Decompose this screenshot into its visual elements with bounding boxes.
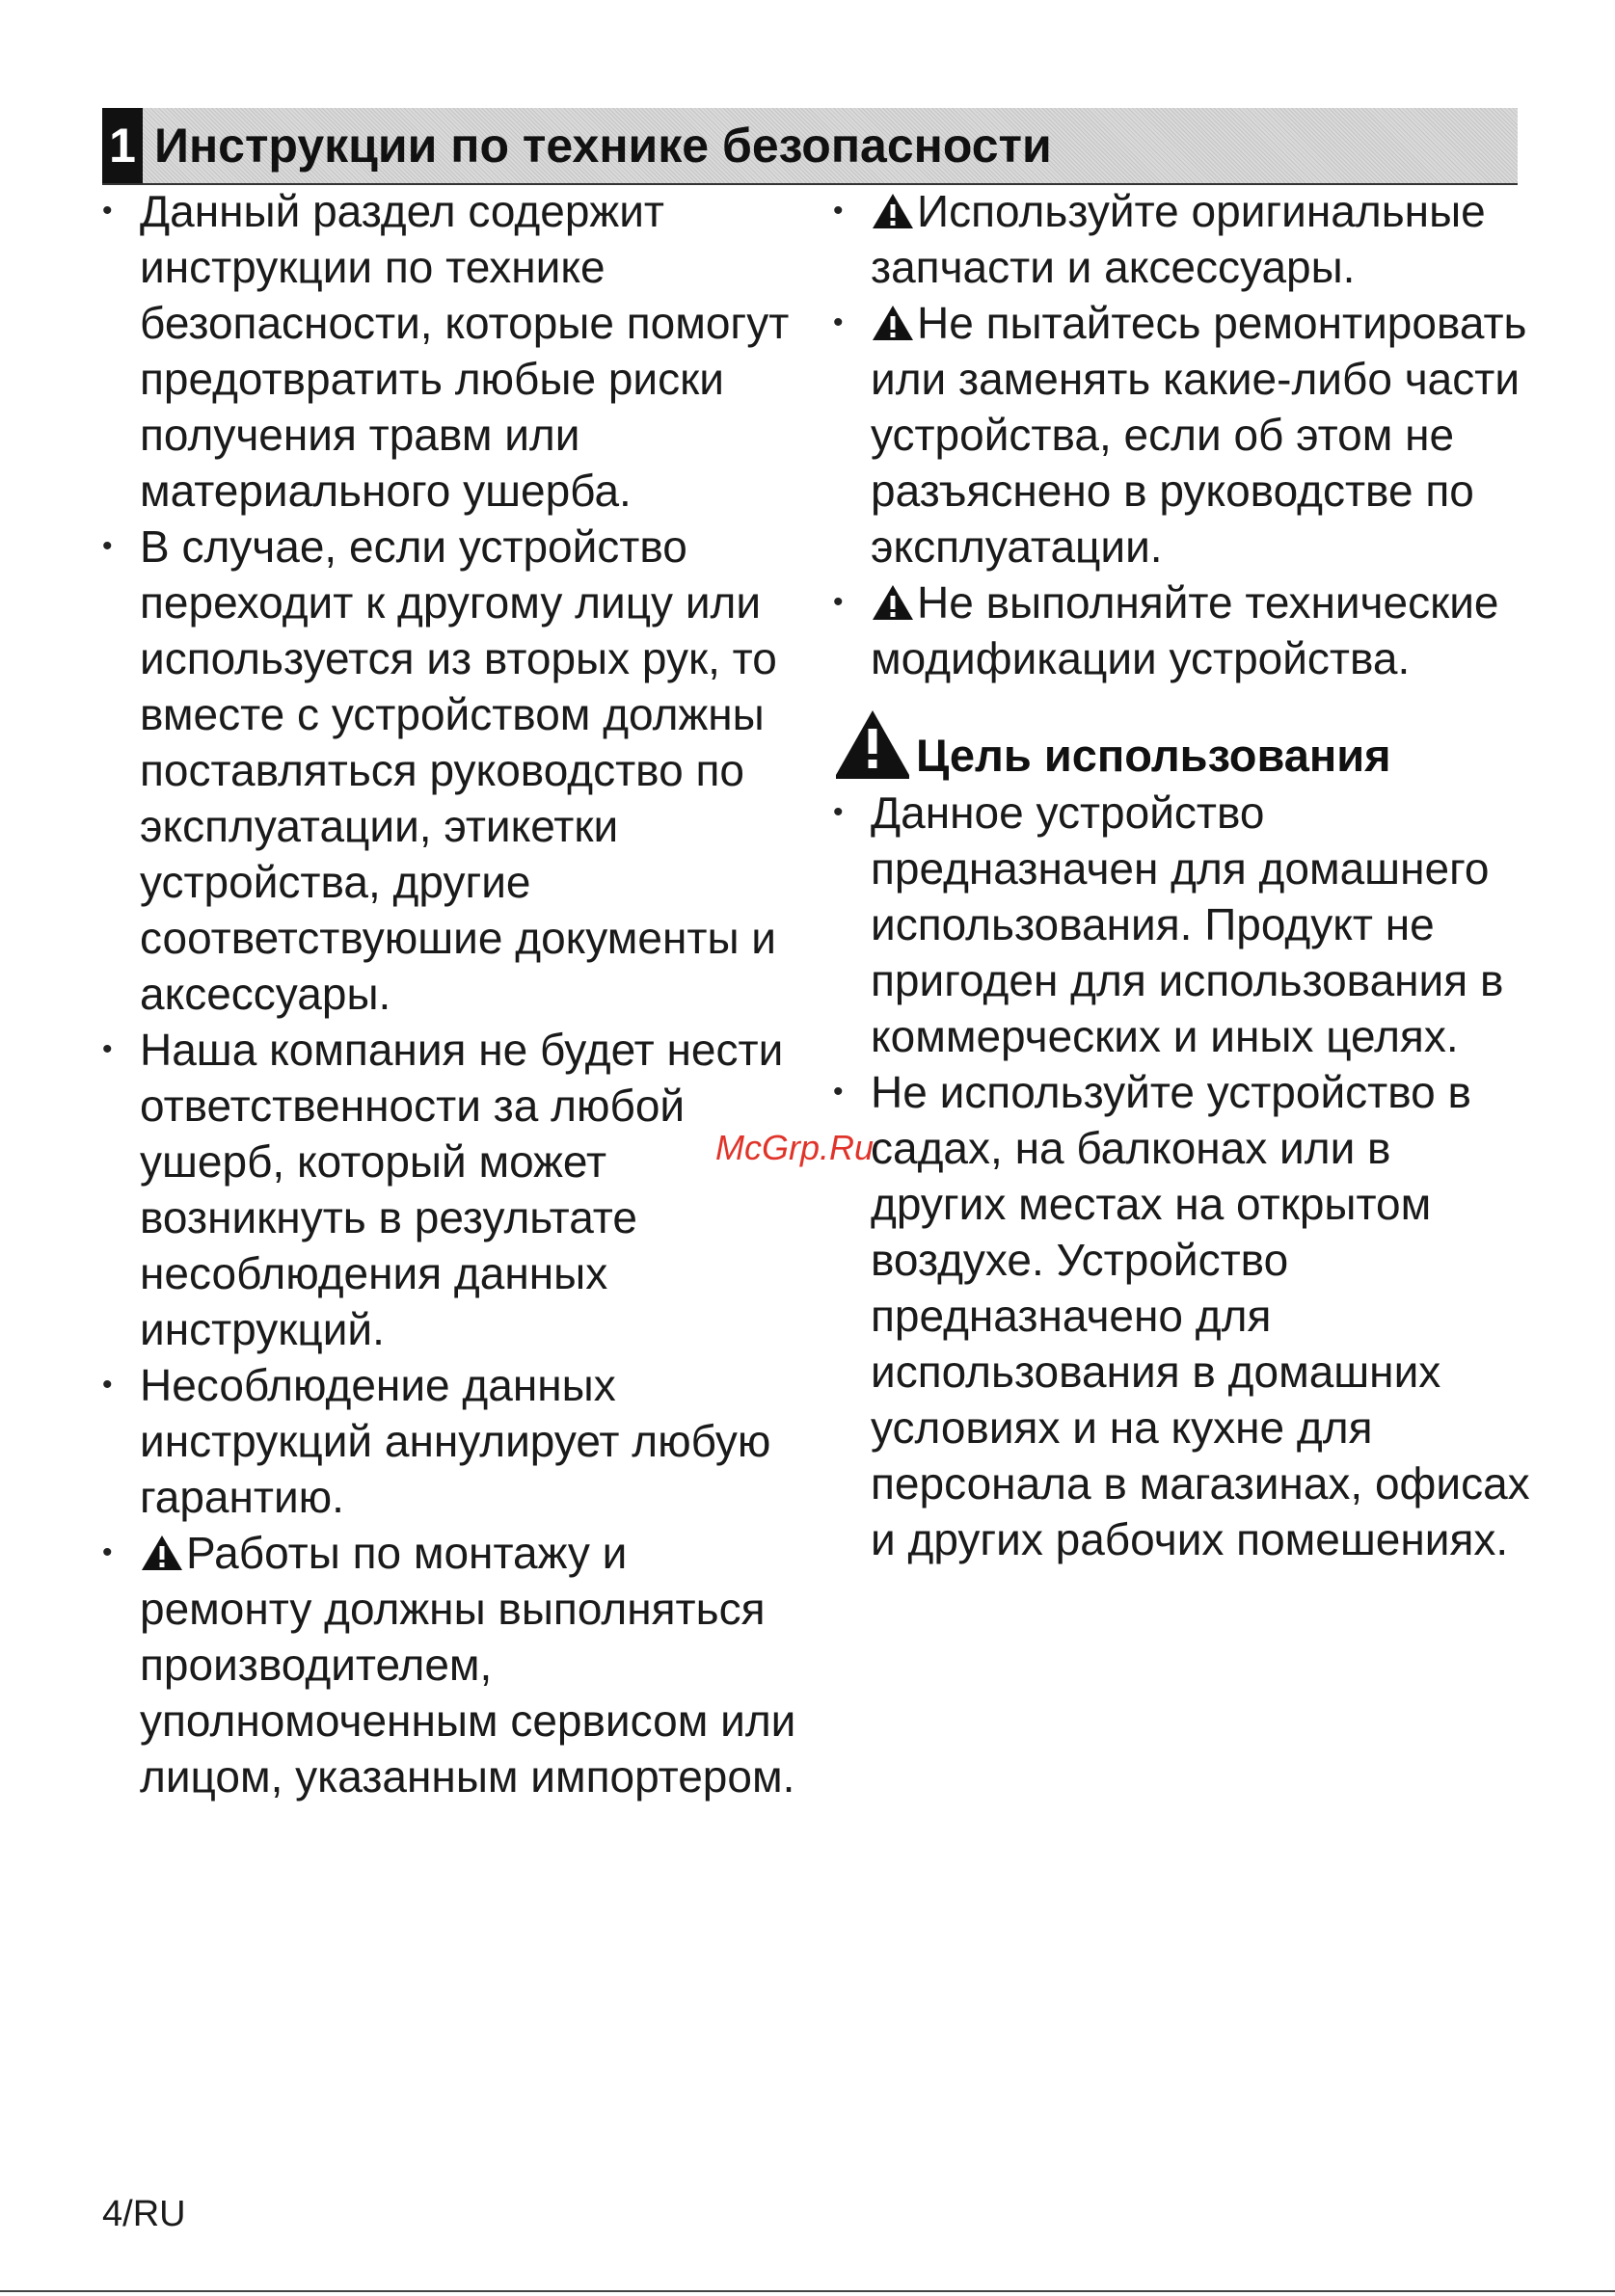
section-number-badge: 1 bbox=[102, 108, 143, 183]
list-item bbox=[833, 1064, 1537, 1567]
left-column bbox=[102, 183, 796, 1804]
list-item-text: В случае, если устройство переходит к другому лицу или используется из вторых рук, то вместе с устройством должны поставляться руководство по эксплуатации, этикетки устройства, другие соответствуюшие документы и аксессуары. bbox=[140, 521, 777, 1019]
bottom-divider bbox=[0, 2290, 1615, 2292]
list-item-text: Не используйте устройство в садах, на балконах или в других местах на открытом воздухе. Устройство предназначено для использования в домашних условиях и на кухне для персонала в магазинах, офисах и других рабочих помешениях. bbox=[871, 1067, 1530, 1564]
list-item bbox=[102, 1022, 796, 1357]
list-item bbox=[102, 1525, 796, 1804]
list-item-text: Работы по монтажу и ремонту должны выполняться производителем, уполномоченным сервисом или лицом, указанным импортером. bbox=[140, 1528, 796, 1802]
warning-icon bbox=[871, 304, 915, 342]
list-item bbox=[102, 1357, 796, 1525]
list-item bbox=[833, 295, 1537, 574]
subsection-heading bbox=[833, 696, 1537, 781]
warning-icon bbox=[140, 1534, 184, 1572]
list-item bbox=[833, 574, 1537, 686]
warning-icon bbox=[871, 583, 915, 622]
section-header bbox=[102, 108, 1518, 185]
section-title: Инструкции по технике безопасности bbox=[154, 119, 1052, 173]
warning-icon bbox=[833, 707, 912, 781]
watermark: McGrp.Ru bbox=[715, 1128, 875, 1167]
list-item bbox=[833, 785, 1537, 1064]
list-item bbox=[833, 183, 1537, 295]
page-number: 4/RU bbox=[102, 2194, 186, 2234]
list-item-text: Не выполняйте технические модификации устройства. bbox=[871, 577, 1499, 683]
right-column bbox=[833, 183, 1537, 1567]
subsection-title: Цель использования bbox=[916, 730, 1391, 781]
warning-icon bbox=[871, 192, 915, 230]
list-item bbox=[102, 519, 796, 1022]
list-item-text: Не пытайтесь ремонтировать или заменять какие-либо части устройства, если об этом не разъяснено в руководстве по эксплуатации. bbox=[871, 298, 1527, 572]
list-item-text: Данный раздел содержит инструкции по технике безопасности, которые помогут предотвратить любые риски получения травм или материального ушерба. bbox=[140, 186, 790, 516]
list-item-text: Используйте оригинальные запчасти и аксессуары. bbox=[871, 186, 1486, 292]
list-item-text: Наша компания не будет нести ответственности за любой ушерб, который может возникнуть в результате несоблюдения данных инструкций. bbox=[140, 1025, 784, 1354]
list-item-text: Несоблюдение данных инструкций аннулирует любую гарантию. bbox=[140, 1360, 771, 1522]
list-item-text: Данное устройство предназначен для домашнего использования. Продукт не пригоден для использования в коммерческих и иных целях. bbox=[871, 788, 1504, 1061]
list-item bbox=[102, 183, 796, 519]
